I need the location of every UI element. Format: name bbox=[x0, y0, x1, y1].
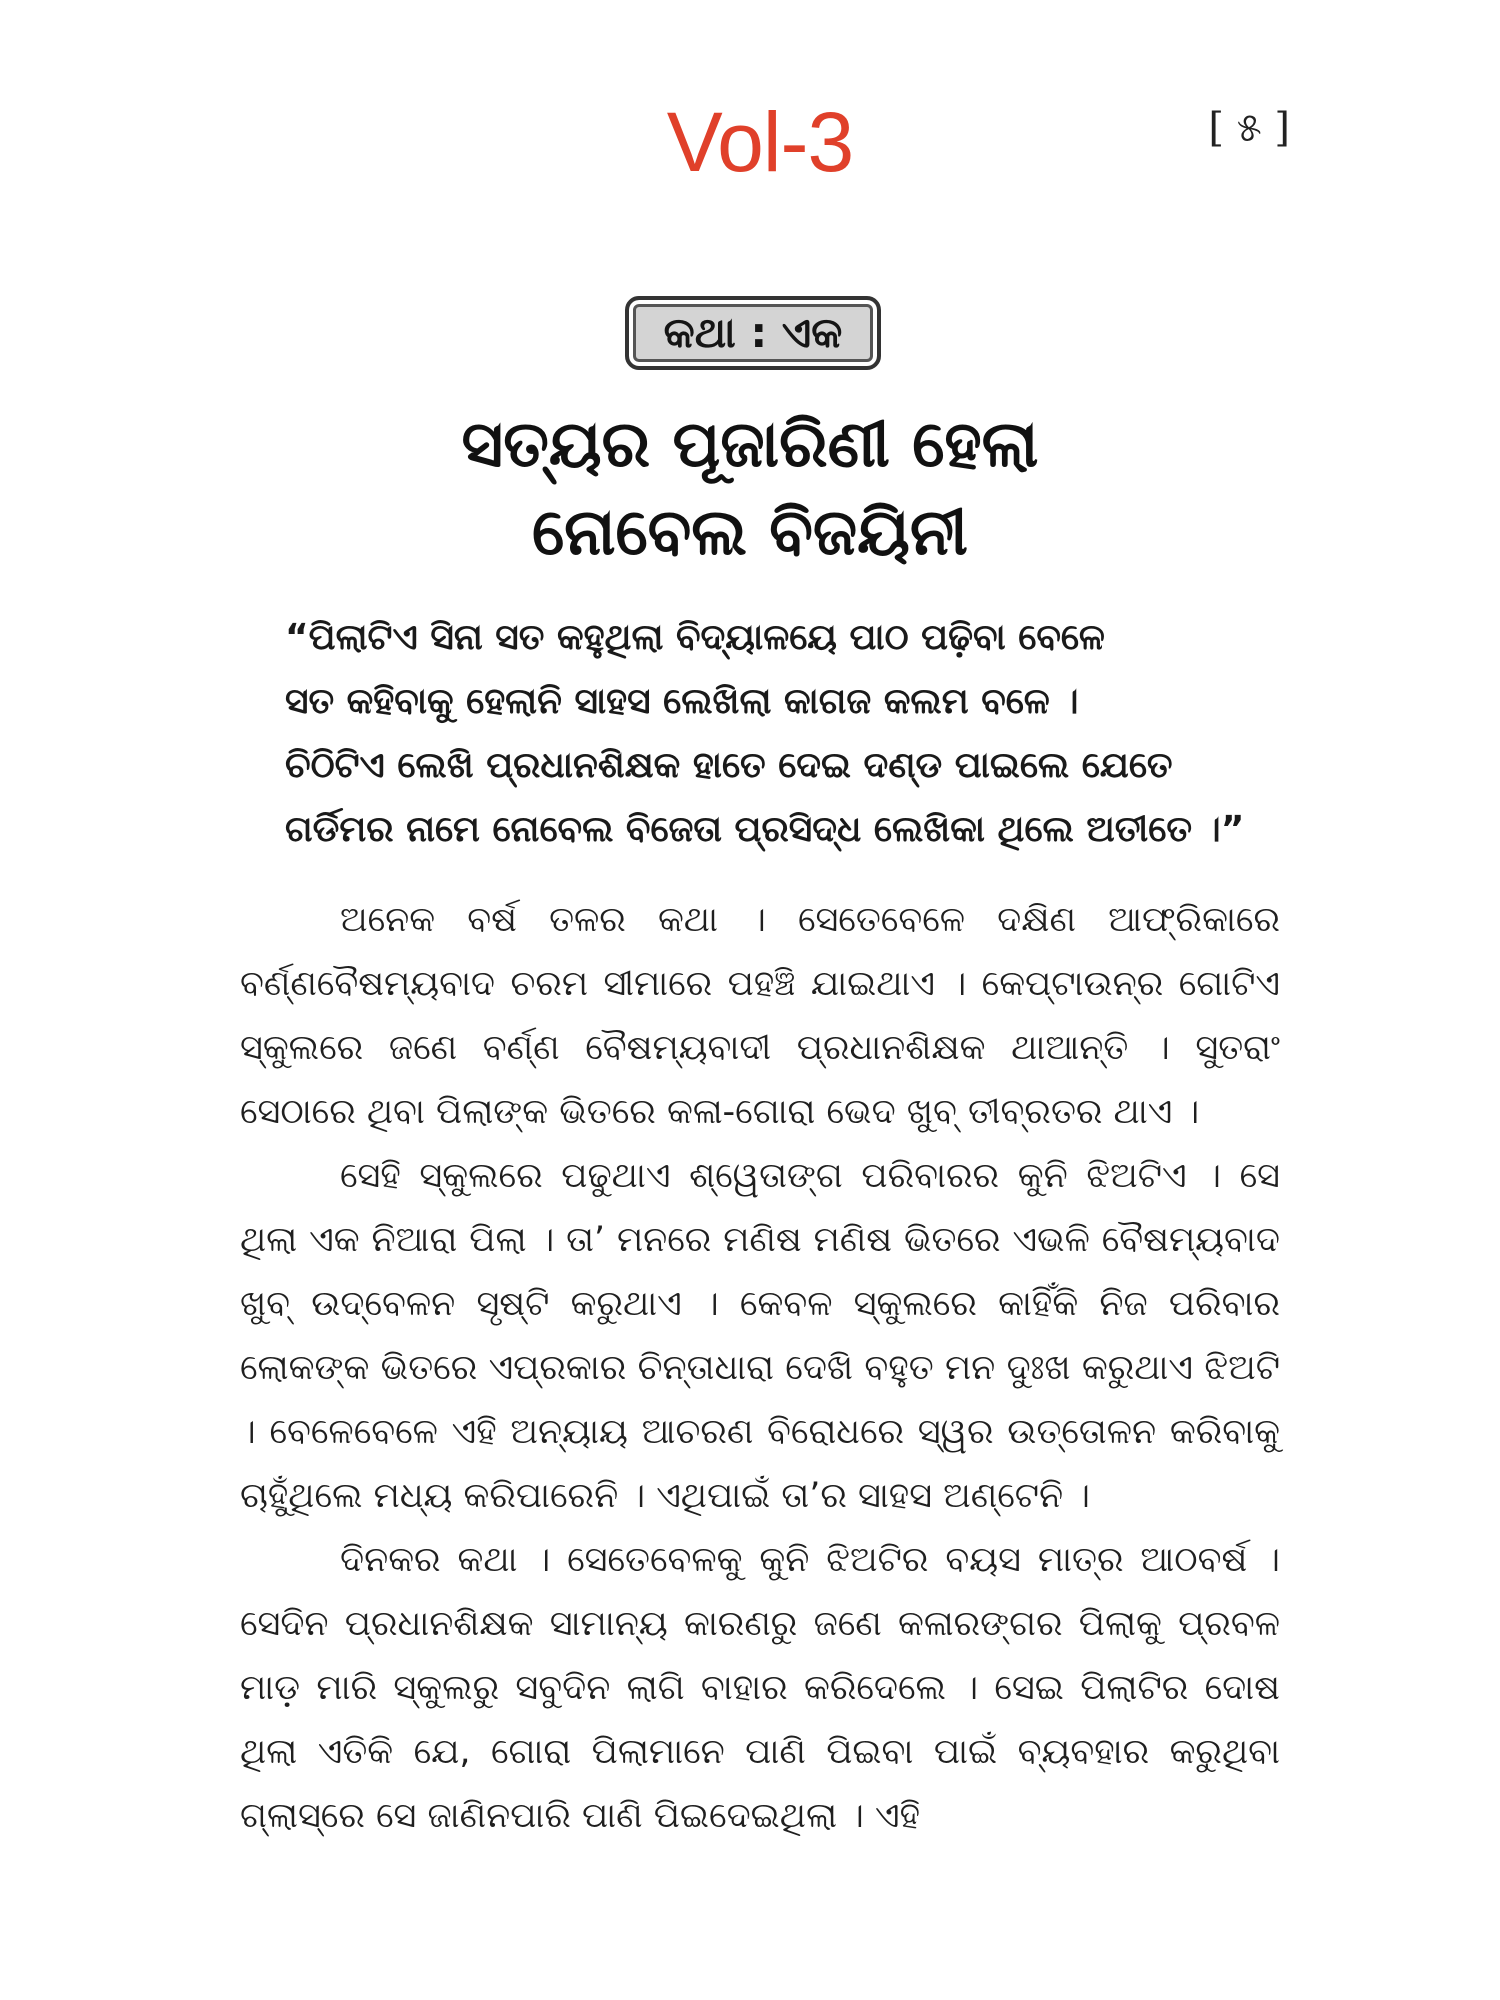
story-title-line-2: ନୋବେଲ ବିଜୟିନୀ bbox=[532, 496, 968, 570]
epigraph-verse bbox=[285, 606, 1245, 862]
story-title-line-1: ସତ୍ୟର ପୂଜାରିଣୀ ହେଲା bbox=[461, 408, 1039, 482]
story-body bbox=[240, 888, 1280, 1848]
verse-line: ଗର୍ଡିମର ନାମେ ନୋବେଲ ବିଜେତା ପ୍ରସିଦ୍ଧ ଲେଖିକା ଥିଲେ ଅତୀତେ ।” bbox=[285, 809, 1245, 850]
story-number-badge: କଥା : ଏକ bbox=[625, 296, 881, 370]
verse-line: ସତ କହିବାକୁ ହେଲାନି ସାହସ ଲେଖିଲା କାଗଜ କଲମ ବଳେ । bbox=[285, 681, 1079, 722]
verse-line: “ପିଲାଟିଏ ସିନା ସତ କହୁଥିଲା ବିଦ୍ୟାଳୟେ ପାଠ ପଢ଼ିବା ବେଳେ bbox=[285, 617, 1105, 658]
paragraph: ଅନେକ ବର୍ଷ ତଳର କଥା । ସେତେବେଳେ ଦକ୍ଷିଣ ଆଫ୍ରିକାରେ ବର୍ଣ୍ଣବୈଷମ୍ୟବାଦ ଚରମ ସୀମାରେ ପହଞ୍ଚି ଯାଇଥାଏ । କେପ୍‌ଟାଉନ୍‌ର ଗୋଟିଏ ସ୍କୁଲରେ ଜଣେ ବର୍ଣ୍ଣ ବୈଷମ୍ୟବାଦୀ ପ୍ରଧାନଶିକ୍ଷକ ଥାଆନ୍ତି । ସୁତରାଂ ସେଠାରେ ଥିବା ପିଲାଙ୍କ ଭିତରେ କଳା-ଗୋରା ଭେଦ ଖୁବ୍ ତୀବ୍ରତର ଥାଏ । bbox=[240, 900, 1280, 1132]
volume-label: Vol-3 bbox=[666, 95, 854, 189]
paragraph: ସେହି ସ୍କୁଲରେ ପଢୁଥାଏ ଶ୍ୱେତାଙ୍ଗ ପରିବାରର କୁନି ଝିଅଟିଏ । ସେ ଥିଲା ଏକ ନିଆରା ପିଲା । ତା’ ମନରେ ମଣିଷ ମଣିଷ ଭିତରେ ଏଭଳି ବୈଷମ୍ୟବାଦ ଖୁବ୍ ଉଦ୍‌ବେଳନ ସୃଷ୍ଟି କରୁଥାଏ । କେବଳ ସ୍କୁଲରେ କାହିଁକି ନିଜ ପରିବାର ଲୋକଙ୍କ ଭିତରେ ଏପ୍ରକାର ଚିନ୍ତାଧାରା ଦେଖି ବହୁତ ମନ ଦୁଃଖ କରୁଥାଏ ଝିଅଟି । ବେଳେବେଳେ ଏହି ଅନ୍ୟାୟ ଆଚରଣ ବିରୋଧରେ ସ୍ୱର ଉତ୍ତୋଳନ କରିବାକୁ ଚାହୁଁଥିଲେ ମଧ୍ୟ କରିପାରେନି । ଏଥିପାଇଁ ତା’ର ସାହସ ଅଣ୍ଟେନି । bbox=[240, 1156, 1280, 1516]
page-number: [ ୫ ] bbox=[1208, 105, 1290, 151]
verse-line: ଚିଠିଟିଏ ଲେଖି ପ୍ରଧାନଶିକ୍ଷକ ହାତେ ଦେଇ ଦଣ୍ଡ ପାଇଲେ ଯେତେ bbox=[285, 745, 1173, 786]
paragraph: ଦିନକର କଥା । ସେତେବେଳକୁ କୁନି ଝିଅଟିର ବୟସ ମାତ୍ର ଆଠବର୍ଷ । ସେଦିନ ପ୍ରଧାନଶିକ୍ଷକ ସାମାନ୍ୟ କାରଣରୁ ଜଣେ କଳାରଙ୍ଗର ପିଲାକୁ ପ୍ରବଳ ମାଡ଼ ମାରି ସ୍କୁଲରୁ ସବୁଦିନ ଲାଗି ବାହାର କରିଦେଲେ । ସେଇ ପିଲାଟିର ଦୋଷ ଥିଲା ଏତିକି ଯେ, ଗୋରା ପିଲାମାନେ ପାଣି ପିଇବା ପାଇଁ ବ୍ୟବହାର କରୁଥିବା ଗ୍ଲାସ୍‌ରେ ସେ ଜାଣିନପାରି ପାଣି ପିଇଦେଇଥିଲା । ଏହି bbox=[240, 1540, 1280, 1836]
